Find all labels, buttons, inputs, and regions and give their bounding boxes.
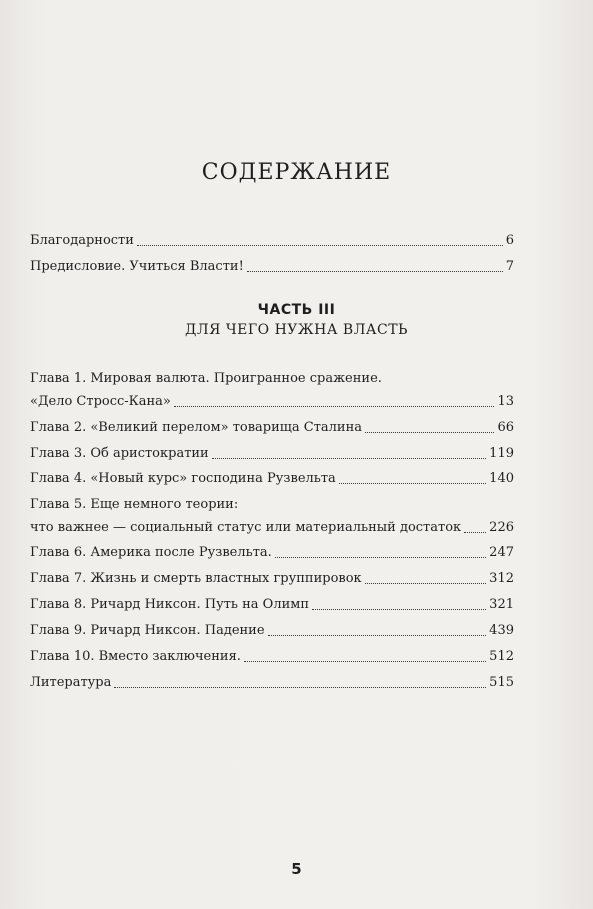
dot-leader (339, 482, 486, 484)
part-heading (0, 302, 593, 318)
toc-entry (30, 231, 514, 249)
dot-leader (312, 608, 486, 610)
toc-entry-page: 439 (489, 623, 514, 639)
part-heading-title (0, 322, 593, 338)
toc-entry-label: Глава 3. Об аристократии (30, 446, 209, 462)
part-number: ЧАСТЬ III (257, 302, 336, 318)
toc-entry-page: 66 (497, 420, 514, 436)
toc-entry-page: 140 (489, 471, 514, 487)
toc-entry (30, 257, 514, 275)
dot-leader (114, 686, 486, 688)
dot-leader (247, 270, 503, 272)
dot-leader (244, 660, 486, 662)
dot-leader (365, 431, 494, 433)
toc-entry-first-line: Глава 5. Еще немного теории: (30, 497, 239, 512)
toc-entry-page: 13 (497, 394, 514, 410)
toc-entry-label: Глава 7. Жизнь и смерть властных группировок (30, 571, 362, 587)
toc-entry-page: 515 (489, 675, 514, 691)
toc-entry-label: Глава 6. Америка после Рузвельта. (30, 545, 272, 561)
toc-entry-first-line: Глава 1. Мировая валюта. Проигранное сражение. (30, 371, 382, 386)
toc-entry (30, 469, 514, 487)
page-number: 5 (291, 860, 302, 878)
toc-entry (30, 621, 514, 639)
dot-leader (275, 556, 486, 558)
toc-entry (30, 569, 514, 587)
toc-entry-page: 247 (489, 545, 514, 561)
toc-entry-label: «Дело Стросс-Кана» (30, 394, 171, 410)
toc-entry-page: 6 (505, 233, 514, 249)
toc-entry (30, 595, 514, 613)
toc-entry-label: что важнее — социальный статус или материальный достаток (30, 520, 462, 536)
toc-entry (30, 673, 514, 691)
toc-entry-label: Глава 8. Ричард Никсон. Путь на Олимп (30, 597, 310, 613)
toc-entry-page: 7 (505, 259, 514, 275)
toc-entry-label: Литература (30, 675, 112, 691)
toc-entry-label: Благодарности (30, 233, 134, 249)
toc-entry-page: 312 (489, 571, 514, 587)
dot-leader (268, 634, 487, 636)
dot-leader (212, 457, 486, 459)
dot-leader (464, 531, 486, 533)
toc-entry-label: Глава 9. Ричард Никсон. Падение (30, 623, 265, 639)
toc-entry (30, 418, 514, 436)
page-title: СОДЕРЖАНИЕ (201, 160, 392, 185)
toc-entry-label: Глава 10. Вместо заключения. (30, 649, 241, 665)
toc-entry (30, 518, 514, 536)
toc-entry (30, 392, 514, 410)
toc-entry-label: Глава 4. «Новый курс» господина Рузвельта (30, 471, 336, 487)
part-title: ДЛЯ ЧЕГО НУЖНА ВЛАСТЬ (185, 322, 408, 338)
toc-entry (30, 647, 514, 665)
toc-entry-page: 512 (489, 649, 514, 665)
toc-entry-label: Предисловие. Учиться Власти! (30, 259, 244, 275)
toc-entry-page: 321 (489, 597, 514, 613)
toc-entry (30, 543, 514, 561)
dot-leader (365, 582, 487, 584)
dot-leader (174, 405, 495, 407)
toc-entry-page: 226 (489, 520, 514, 536)
toc-entry-page: 119 (489, 446, 514, 462)
toc-entry-label: Глава 2. «Великий перелом» товарища Сталина (30, 420, 362, 436)
dot-leader (137, 244, 503, 246)
toc-entry (30, 444, 514, 462)
